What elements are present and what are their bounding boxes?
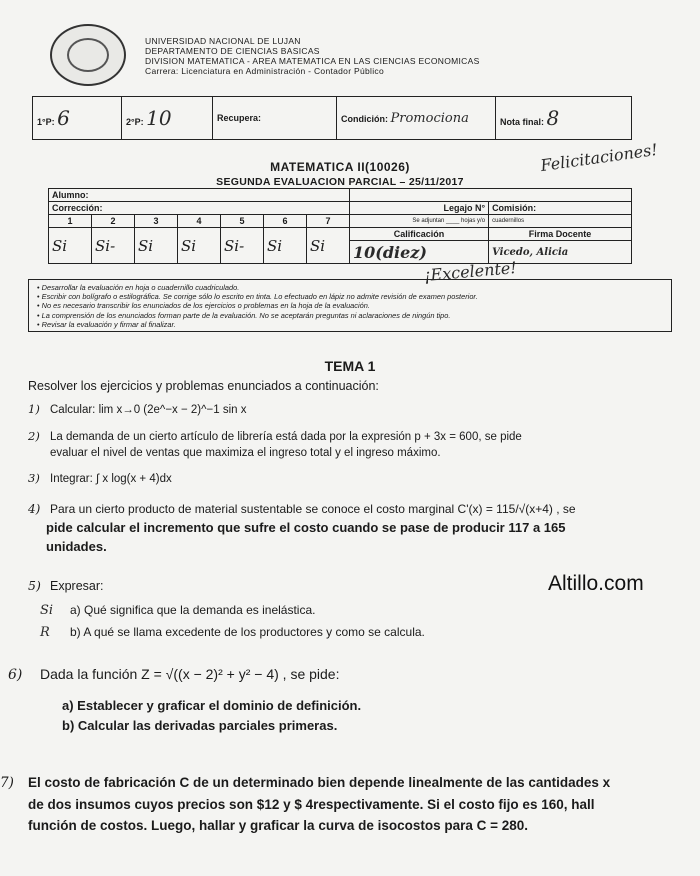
question-6a: a) Establecer y graficar el dominio de definición. — [62, 698, 362, 713]
recupera-label: Recupera: — [217, 113, 262, 123]
answer-6: Si — [264, 228, 307, 264]
question-6: 6) Dada la función Z = √((x − 2)² + y² − 4) , se pide: — [8, 666, 340, 683]
calificacion-label: Calificación — [350, 228, 489, 241]
answer-5: Si- — [221, 228, 264, 264]
exam-title: MATEMATICA II(10026) — [270, 160, 410, 174]
correction-grid: Alumno: Corrección: Legajo N° Comisión: 1 2 3 4 5 6 7 Se adjuntan ____ hojas y/o cuadernillos Si Si- Si Si Si- Si Si Calificación Firma Docente 10(diez) Vicedo, Alicia — [48, 188, 632, 264]
firma-value: Vicedo, Alicia — [489, 241, 632, 264]
answer-4: Si — [178, 228, 221, 264]
excelente-note: ¡Excelente! — [423, 257, 518, 286]
alumno-label: Alumno: — [49, 189, 350, 202]
answer-7: Si — [307, 228, 350, 264]
correccion-label: Corrección: — [49, 202, 350, 215]
watermark: Altillo.com — [548, 572, 644, 595]
answer-2: Si- — [92, 228, 135, 264]
question-2: 2) La demanda de un cierto artículo de librería está dada por la expresión p + 3x = 600, se pide evaluar el nivel de ventas que maximiza el ingreso total y el ingreso máximo. — [28, 429, 522, 459]
p1-score: 6 — [57, 106, 70, 130]
margin-note: Felicitaciones! — [539, 139, 659, 176]
p2-score: 10 — [146, 106, 172, 130]
question-5a: Si a) Qué significa que la demanda es inelástica. — [40, 603, 316, 618]
tema-heading: TEMA 1 — [324, 358, 376, 374]
answer-3: Si — [135, 228, 178, 264]
question-5: 5) Expresar: — [28, 578, 104, 593]
question-7: 7) El costo de fabricación C de un determinado bien depende linealmente de las cantidades x de dos insumos cuyos precios son $12 y $ 4respectivamente. Si el costo fijo es 160, hall función de costos. Luego, hallar y graficar la curva de isocostos para C = 280. — [0, 775, 611, 833]
firma-label: Firma Docente — [489, 228, 632, 241]
university-header: UNIVERSIDAD NACIONAL DE LUJAN DEPARTAMENTO DE CIENCIAS BASICAS DIVISION MATEMATICA - AREA MATEMATICA EN LAS CIENCIAS ECONOMICAS Carrera: Licenciatura en Administración - Contador Público — [145, 36, 480, 76]
nota-final: 8 — [546, 106, 560, 130]
question-1: 1) Calcular: lim x→0 (2e^−x − 2)^−1 sin x — [28, 402, 247, 416]
answer-1: Si — [49, 228, 92, 264]
instructions-box: • Desarrollar la evaluación en hoja o cuadernillo cuadriculado. • Escribir con bolígrafo o estilográfica. Se corrige sólo lo escrito en tinta. Lo efectuado en lápiz no admite revisión de examen posterior. • No es necesario transcribir los enunciados de los ejercicios o problemas en la hoja de la evaluación. • La comprensión de los enunciados forman parte de la evaluación. No se aceptarán preguntas ni aclaraciones de ningún tipo. • Revisar la evaluación y firmar al finalizar. — [28, 279, 672, 332]
scores-table: 1°P: 6 2°P: 10 Recupera: Condición: Promociona Nota final: 8 — [32, 96, 632, 140]
exam-subtitle: SEGUNDA EVALUACION PARCIAL – 25/11/2017 — [216, 176, 464, 188]
question-4: 4) Para un cierto producto de material sustentable se conoce el costo marginal C'(x) = 115/√(x+4) , se pide calcular el incremento que sufre el costo cuando se pase de producir 117 a 165 unidades. — [28, 502, 576, 554]
question-5b: R b) A qué se llama excedente de los productores y como se calcula. — [40, 625, 425, 640]
condicion-value: Promociona — [390, 110, 469, 126]
university-seal — [50, 24, 126, 86]
intro-text: Resolver los ejercicios y problemas enunciados a continuación: — [28, 379, 379, 393]
question-3: 3) Integrar: ∫ x log(x + 4)dx — [28, 471, 172, 485]
calificacion-value: 10(diez) — [350, 241, 489, 264]
question-6b: b) Calcular las derivadas parciales primeras. — [62, 718, 338, 733]
